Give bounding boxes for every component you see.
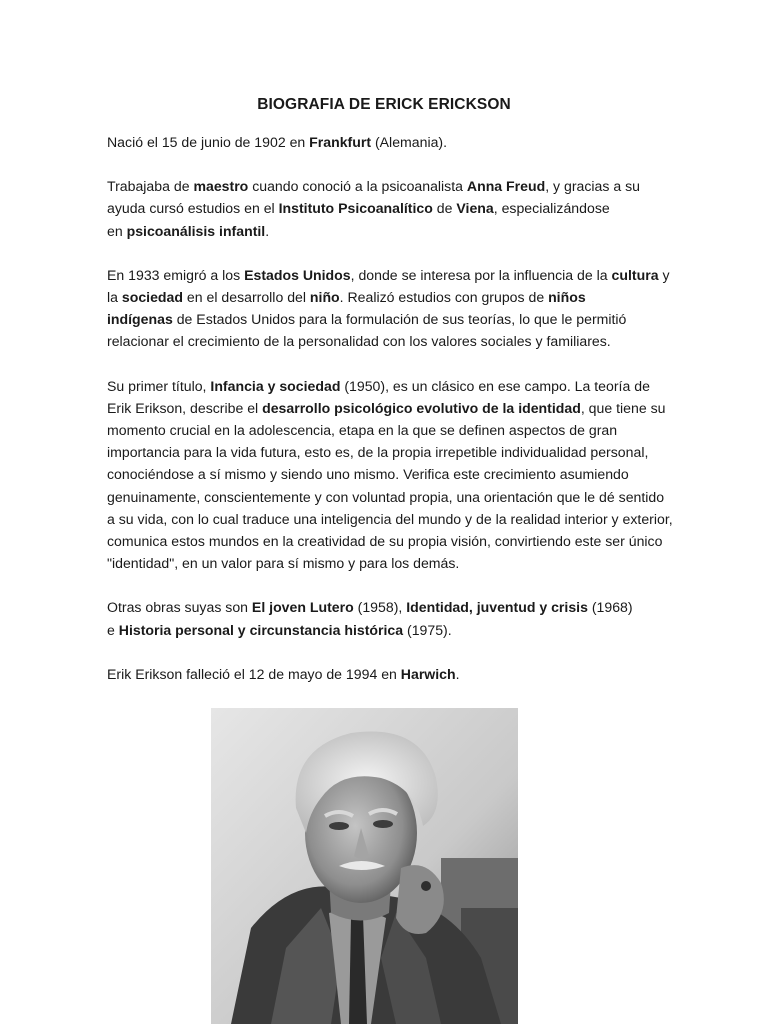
text-run: (1950), es un clásico en ese campo. La teoría de [340, 377, 650, 394]
bold-term: Harwich [400, 665, 456, 682]
text-run: (1975). [403, 621, 452, 638]
text-run: de [432, 200, 457, 217]
paragraph [107, 264, 670, 353]
text-run: de Estados Unidos para la formulación de sus teorías, lo que le permitió [172, 311, 627, 328]
text-run: . [455, 665, 460, 682]
bold-term: niño [309, 289, 340, 306]
text-line [107, 596, 667, 618]
text-line [107, 175, 667, 197]
text-line [107, 508, 673, 530]
text-line [107, 419, 667, 441]
text-line [107, 619, 667, 641]
text-run: En 1933 emigró a los [107, 266, 245, 283]
text-line [107, 663, 667, 685]
text-line [107, 397, 667, 419]
text-run: la [107, 289, 122, 306]
text-line [107, 486, 667, 508]
text-run: Trabajaba de [107, 178, 194, 195]
text-run: "identidad", en un valor para sí mismo y para los demás. [107, 555, 460, 572]
text-run: , especializándose [493, 200, 610, 217]
text-run: e [107, 621, 119, 638]
text-run: en el desarrollo del [183, 289, 310, 306]
text-run: genuinamente, conscientemente y con voluntad propia, una orientación que le dé sentido [107, 488, 665, 505]
text-run: relacionar el crecimiento de la personalidad con los valores sociales y familiares. [107, 333, 611, 350]
bold-term: Instituto Psicoanalítico [278, 200, 433, 217]
text-line [107, 264, 670, 286]
text-run: , donde se interesa por la influencia de la [350, 266, 612, 283]
paragraph [107, 596, 667, 640]
text-run: en [107, 222, 127, 239]
text-run: comunica estos mundos en la creatividad de su propia visión, convirtiendo este ser único [107, 533, 663, 550]
text-line [107, 463, 667, 485]
text-run: (Alemania). [371, 134, 448, 150]
text-run: Erik Erikson, describe el [107, 399, 263, 416]
text-run: Nació el 15 de junio de 1902 en [107, 134, 310, 150]
text-run: importancia para la vida futura, esto es, de la propia irrepetible individualidad personal, [107, 444, 649, 461]
bold-term: Infancia y sociedad [210, 377, 341, 394]
document-body [107, 131, 673, 707]
paragraph [107, 175, 667, 242]
text-run: momento crucial en la adolescencia, etapa en la que se definen aspectos de gran [107, 422, 618, 439]
text-run: Erik Erikson falleció el 12 de mayo de 1994 en [107, 665, 401, 682]
bold-term: Anna Freud [466, 178, 546, 195]
text-line [107, 197, 667, 219]
text-run: conociéndose a sí mismo y siendo uno mismo. Verifica este crecimiento asumiendo [107, 466, 629, 483]
bold-term: cultura [611, 266, 659, 283]
text-run: , que tiene su [580, 399, 666, 416]
bold-term: desarrollo psicológico evolutivo de la identidad [262, 399, 581, 416]
text-line [107, 375, 667, 397]
paragraph [107, 131, 667, 153]
bold-term: sociedad [121, 289, 183, 306]
text-run: (1958), [353, 599, 407, 616]
text-line [107, 308, 667, 330]
bold-term: Estados Unidos [244, 266, 351, 283]
bold-term: Identidad, juventud y crisis [406, 599, 588, 616]
paragraph [107, 375, 673, 575]
text-line [107, 131, 667, 153]
bold-term: Frankfurt [309, 134, 372, 150]
bold-term: psicoanálisis infantil [126, 222, 266, 239]
bold-term: Historia personal y circunstancia histórica [118, 621, 404, 638]
text-line [107, 530, 667, 552]
text-line [107, 286, 667, 308]
text-run: y [658, 266, 670, 283]
bold-term: niños [548, 289, 586, 306]
bold-term: Viena [456, 200, 494, 217]
bold-term: maestro [193, 178, 249, 195]
text-line [107, 220, 667, 242]
text-line [107, 330, 667, 352]
text-run: . [265, 222, 270, 239]
text-run: Otras obras suyas son [107, 599, 252, 616]
text-run: , y gracias a su [545, 178, 641, 195]
bold-term: El joven Lutero [251, 599, 354, 616]
portrait-image [211, 708, 518, 1024]
text-line [107, 552, 667, 574]
document-title: BIOGRAFIA DE ERICK ERICKSON [257, 96, 511, 113]
text-run: Su primer título, [107, 377, 211, 394]
text-run: a su vida, con lo cual traduce una inteligencia del mundo y de la realidad interior y exterior, [107, 510, 673, 527]
text-run: (1968) [587, 599, 633, 616]
bold-term: indígenas [107, 311, 173, 328]
paragraph [107, 663, 667, 685]
text-run: ayuda cursó estudios en el [107, 200, 279, 217]
text-run: cuando conoció a la psicoanalista [248, 178, 467, 195]
portrait-photo [211, 708, 518, 1024]
text-line [107, 441, 667, 463]
text-run: . Realizó estudios con grupos de [339, 289, 549, 306]
